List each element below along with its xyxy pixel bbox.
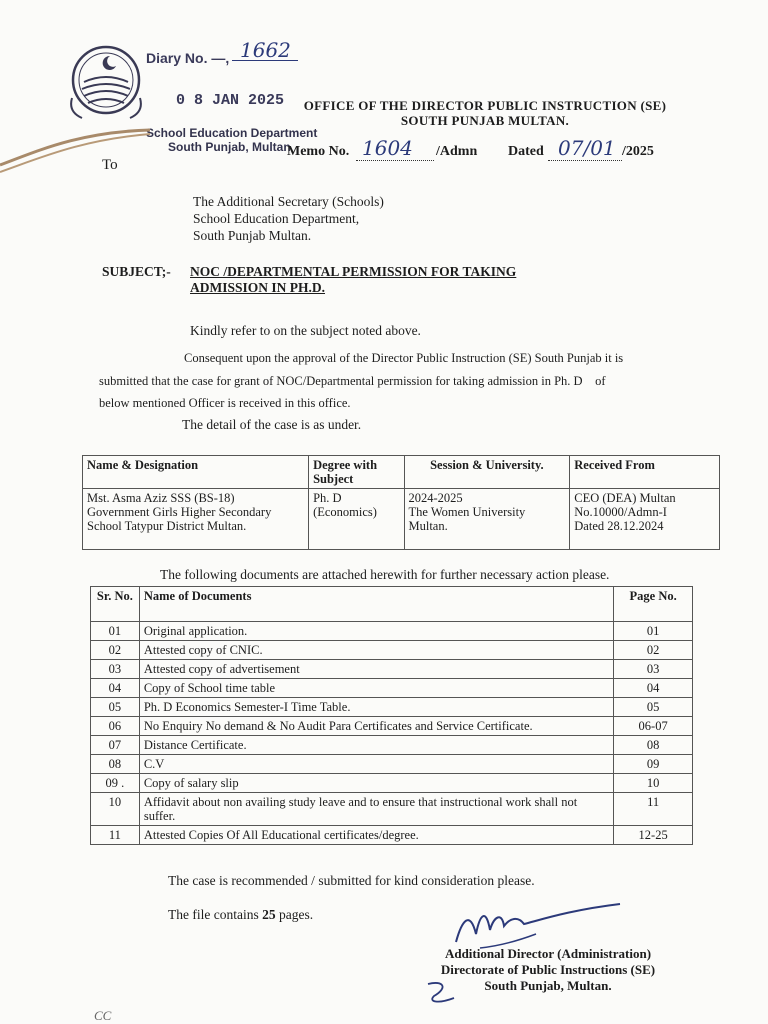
signatory-location: South Punjab, Multan. bbox=[484, 978, 612, 993]
doc-sr-no: 10 bbox=[91, 793, 140, 826]
doc-page-no: 02 bbox=[614, 641, 693, 660]
doc-page-no: 04 bbox=[614, 679, 693, 698]
cell-line: Dated 28.12.2024 bbox=[574, 519, 664, 533]
document-row bbox=[91, 679, 693, 698]
file-suffix: pages. bbox=[278, 907, 314, 922]
file-contains bbox=[168, 904, 313, 926]
subject-label: SUBJECT;- bbox=[102, 264, 171, 279]
dated-year: /2025 bbox=[622, 144, 654, 159]
doc-name: Affidavit about non availing study leave and to ensure that instructional work shall not suffer. bbox=[139, 793, 613, 826]
stamp-dept-line2: South Punjab, Multan bbox=[168, 140, 291, 154]
col-degree: Degree with Subject bbox=[309, 456, 404, 489]
doc-name: Ph. D Economics Semester-I Time Table. bbox=[139, 698, 613, 717]
doc-page-no: 09 bbox=[614, 755, 693, 774]
doc-name: C.V bbox=[139, 755, 613, 774]
document-row bbox=[91, 717, 693, 736]
case-table bbox=[82, 455, 720, 550]
doc-page-no: 11 bbox=[614, 793, 693, 826]
doc-name: Attested Copies Of All Educational certificates/degree. bbox=[139, 826, 613, 845]
document-row bbox=[91, 826, 693, 845]
addressee-line: South Punjab Multan. bbox=[193, 228, 312, 243]
col-name-designation: Name & Designation bbox=[83, 456, 309, 489]
subject-line2: ADMISSION IN PH.D. bbox=[190, 280, 326, 295]
doc-page-no: 08 bbox=[614, 736, 693, 755]
diary-label: Diary No. —, bbox=[146, 50, 230, 66]
documents-table bbox=[90, 586, 693, 845]
doc-sr-no: 06 bbox=[91, 717, 140, 736]
cell-received bbox=[570, 489, 720, 550]
document-row bbox=[91, 641, 693, 660]
subject-text bbox=[190, 264, 516, 296]
doc-sr-no: 07 bbox=[91, 736, 140, 755]
docs-intro: The following documents are attached herewith for further necessary action please. bbox=[160, 567, 610, 582]
cell-name bbox=[83, 489, 309, 550]
document-row bbox=[91, 774, 693, 793]
document-row bbox=[91, 698, 693, 717]
para-detail: The detail of the case is as under. bbox=[182, 417, 362, 432]
dated-label: Dated bbox=[508, 144, 544, 159]
doc-sr-no: 11 bbox=[91, 826, 140, 845]
doc-sr-no: 05 bbox=[91, 698, 140, 717]
doc-page-no: 01 bbox=[614, 622, 693, 641]
cell-line: The Women University bbox=[408, 505, 526, 519]
col-received: Received From bbox=[570, 456, 720, 489]
doc-sr-no: 04 bbox=[91, 679, 140, 698]
addressee-block bbox=[193, 193, 384, 244]
file-prefix: The file contains bbox=[168, 907, 259, 922]
col-session: Session & University. bbox=[404, 456, 570, 489]
diary-underline bbox=[232, 60, 298, 61]
cell-line: CEO (DEA) Multan bbox=[574, 491, 676, 505]
file-pages: 25 bbox=[262, 907, 276, 922]
document-row bbox=[91, 622, 693, 641]
cell-line: School Tatypur District Multan. bbox=[87, 519, 247, 533]
doc-name: Attested copy of advertisement bbox=[139, 660, 613, 679]
doc-name: Copy of salary slip bbox=[139, 774, 613, 793]
doc-sr-no: 03 bbox=[91, 660, 140, 679]
case-table-header bbox=[83, 456, 720, 489]
document-row bbox=[91, 755, 693, 774]
doc-name: Copy of School time table bbox=[139, 679, 613, 698]
doc-page-no: 05 bbox=[614, 698, 693, 717]
dated-underline bbox=[548, 160, 622, 161]
subject-line1: NOC /DEPARTMENTAL PERMISSION FOR TAKING bbox=[190, 264, 517, 279]
dated-hand: 07/01 bbox=[558, 136, 616, 160]
col-doc-name: Name of Documents bbox=[139, 587, 613, 622]
para-consequent-2: submitted that the case for grant of NOC/Departmental permission for taking admission in Ph. D of bbox=[99, 374, 606, 388]
thread-string bbox=[0, 110, 160, 200]
cell-session bbox=[404, 489, 570, 550]
para-consequent-3: below mentioned Officer is received in this office. bbox=[99, 396, 351, 410]
signatory-title: Additional Director (Administration) bbox=[444, 946, 652, 961]
to-label: To bbox=[102, 157, 118, 173]
case-table-row bbox=[83, 489, 720, 550]
memo-suffix: /Admn bbox=[436, 144, 478, 159]
memo-label: Memo No. bbox=[287, 144, 350, 159]
cell-line: 2024-2025 bbox=[408, 491, 463, 505]
stamp-date: 0 8 JAN 2025 bbox=[176, 92, 285, 109]
cell-line: Multan. bbox=[408, 519, 448, 533]
recommend-text: The case is recommended / submitted for kind consideration please. bbox=[168, 873, 535, 888]
col-sr-no: Sr. No. bbox=[91, 587, 140, 622]
signatory-office: Directorate of Public Instructions (SE) bbox=[440, 962, 656, 977]
stamp-dept-line1: School Education Department bbox=[146, 126, 318, 140]
doc-page-no: 03 bbox=[614, 660, 693, 679]
col-page-no: Page No. bbox=[614, 587, 693, 622]
doc-page-no: 10 bbox=[614, 774, 693, 793]
docs-table-header bbox=[91, 587, 693, 622]
office-line2: SOUTH PUNJAB MULTAN. bbox=[400, 113, 570, 128]
footer-cc: CC bbox=[94, 1008, 112, 1023]
cell-line: Ph. D bbox=[313, 491, 342, 505]
addressee-line: School Education Department, bbox=[193, 211, 360, 226]
diary-number: 1662 bbox=[240, 38, 291, 62]
cell-line: (Economics) bbox=[313, 505, 377, 519]
doc-page-no: 12-25 bbox=[614, 826, 693, 845]
cell-line: No.10000/Admn-I bbox=[574, 505, 667, 519]
doc-name: Attested copy of CNIC. bbox=[139, 641, 613, 660]
para-refer: Kindly refer to on the subject noted above. bbox=[190, 323, 421, 338]
doc-sr-no: 02 bbox=[91, 641, 140, 660]
document-row bbox=[91, 736, 693, 755]
signature-block bbox=[410, 946, 686, 994]
office-heading bbox=[300, 98, 670, 128]
doc-sr-no: 08 bbox=[91, 755, 140, 774]
doc-sr-no: 09 . bbox=[91, 774, 140, 793]
doc-name: Original application. bbox=[139, 622, 613, 641]
doc-name: Distance Certificate. bbox=[139, 736, 613, 755]
cell-line: Mst. Asma Aziz SSS (BS-18) bbox=[87, 491, 235, 505]
memo-underline bbox=[356, 160, 434, 161]
memo-number: 1604 bbox=[362, 136, 413, 160]
cell-degree bbox=[309, 489, 404, 550]
para-consequent-1: Consequent upon the approval of the Director Public Instruction (SE) South Punjab it is bbox=[184, 351, 624, 365]
document-row bbox=[91, 793, 693, 826]
office-line1: OFFICE OF THE DIRECTOR PUBLIC INSTRUCTION (SE) bbox=[303, 98, 667, 113]
addressee-line: The Additional Secretary (Schools) bbox=[193, 194, 384, 209]
doc-name: No Enquiry No demand & No Audit Para Certificates and Service Certificate. bbox=[139, 717, 613, 736]
document-row bbox=[91, 660, 693, 679]
doc-page-no: 06-07 bbox=[614, 717, 693, 736]
doc-sr-no: 01 bbox=[91, 622, 140, 641]
cell-line: Government Girls Higher Secondary bbox=[87, 505, 272, 519]
